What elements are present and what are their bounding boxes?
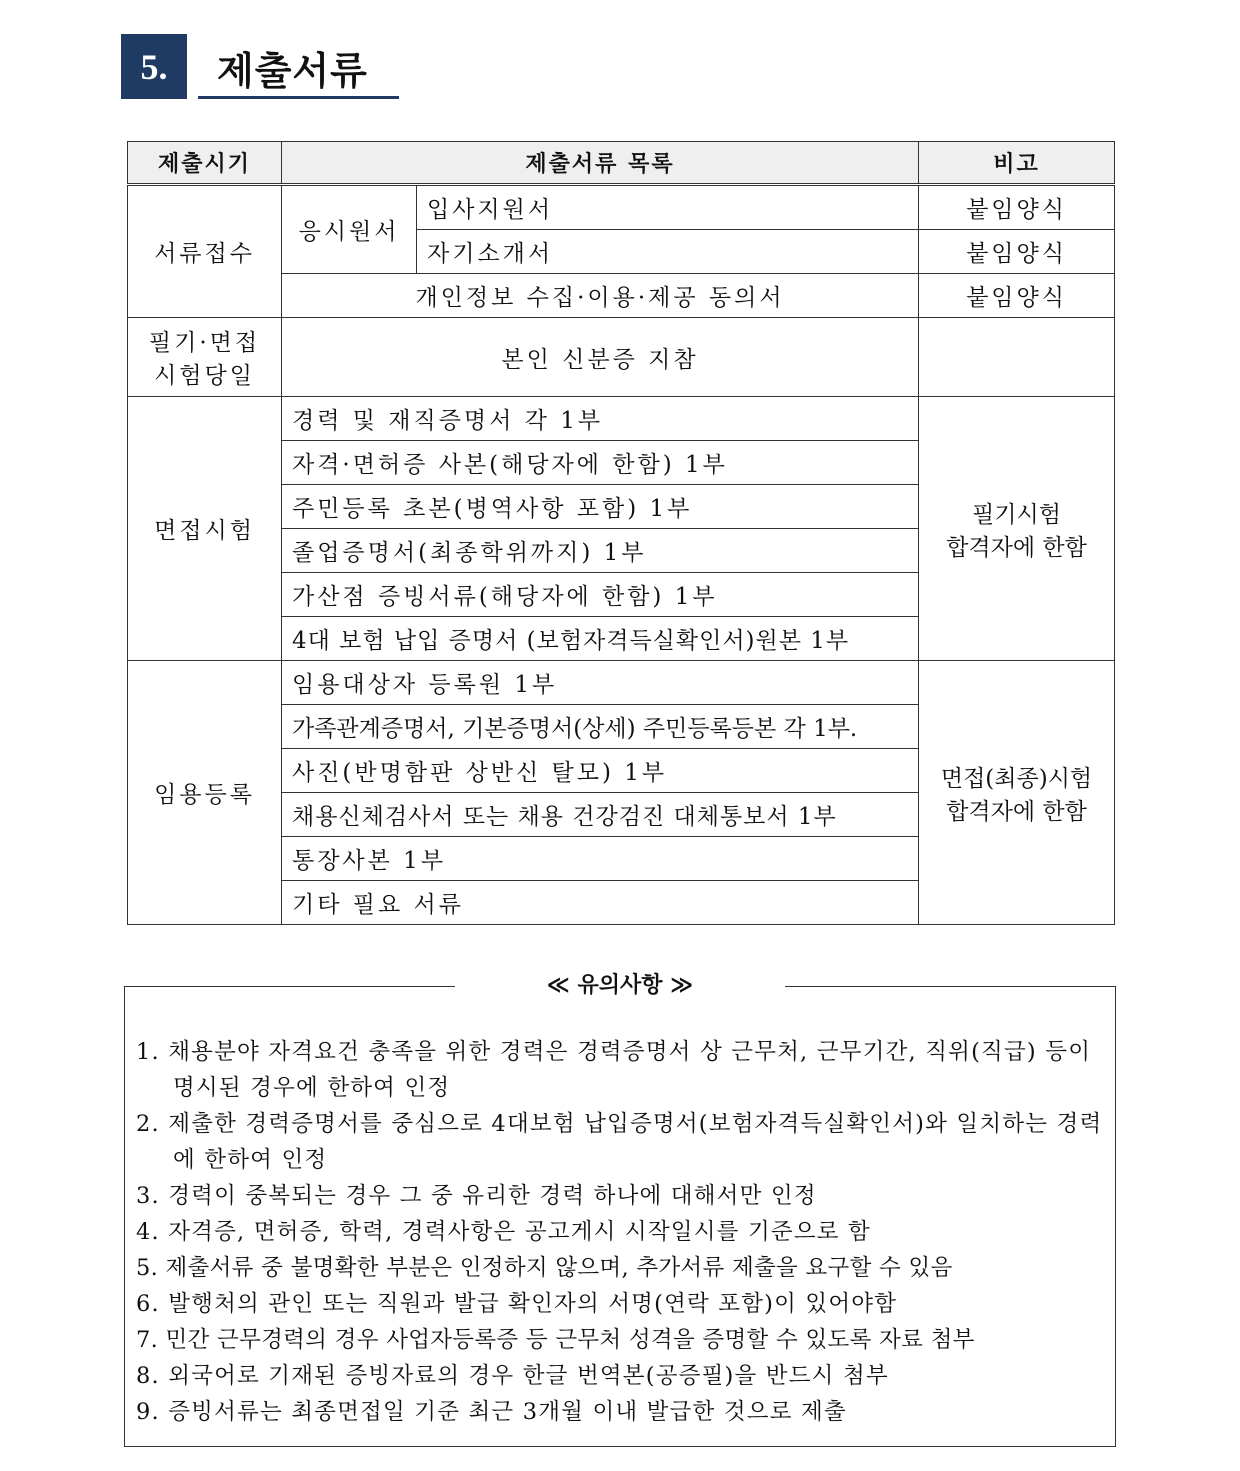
document-item: 가족관계증명서, 기본증명서(상세) 주민등록등본 각 1부.	[282, 705, 919, 749]
document-item: 채용신체검사서 또는 채용 건강검진 대체통보서 1부	[282, 793, 919, 837]
document-item: 가산점 증빙서류(해당자에 한함) 1부	[282, 573, 919, 617]
list-item: 8. 외국어로 기재된 증빙자료의 경우 한글 번역본(공증필)을 반드시 첨부	[136, 1363, 889, 1389]
timing-exam-day-line2: 시험당일	[154, 363, 255, 389]
document-item: 4대 보험 납입 증명서 (보험자격득실확인서)원본 1부	[282, 617, 919, 661]
note-appointment-line2: 합격자에 한함	[946, 798, 1087, 825]
timing-exam-day-line1: 필기·면접	[148, 330, 261, 356]
list-item: 1. 채용분야 자격요건 충족을 위한 경력은 경력증명서 상 근무처, 근무기간, 직위(직급) 등이 명시된 경우에 한하여 인정	[136, 1039, 1092, 1101]
note-cell	[919, 318, 1115, 397]
document-item-id-card: 본인 신분증 지참	[282, 318, 919, 397]
list-item: 9. 증빙서류는 최종면접일 기준 최근 3개월 이내 발급한 것으로 제출	[136, 1399, 847, 1425]
list-item: 6. 발행처의 관인 또는 직원과 발급 확인자의 서명(연락 포함)이 있어야함	[136, 1291, 898, 1317]
table-row	[128, 661, 1115, 705]
document-item: 통장사본 1부	[282, 837, 919, 881]
document-item: 졸업증명서(최종학위까지) 1부	[282, 529, 919, 573]
note-cell: 붙임양식	[919, 185, 1115, 230]
header-document-list: 제출서류 목록	[282, 142, 919, 185]
document-item-consent: 개인정보 수집·이용·제공 동의서	[282, 274, 919, 318]
document-item: 기타 필요 서류	[282, 881, 919, 925]
list-item: 7. 민간 근무경력의 경우 사업자등록증 등 근무처 성격을 증명할 수 있도록 자료 첨부	[136, 1327, 975, 1353]
list-item: 5. 제출서류 중 불명확한 부분은 인정하지 않으며, 추가서류 제출을 요구할 수 있음	[136, 1255, 953, 1281]
section-title-underline	[198, 96, 399, 99]
section-title: 제출서류	[217, 49, 368, 93]
document-item: 자격·면허증 사본(해당자에 한함) 1부	[282, 441, 919, 485]
section-number: 5.	[121, 34, 187, 99]
list-item: 2. 제출한 경력증명서를 중심으로 4대보험 납입증명서(보험자격득실확인서)와 일치하는 경력에 한하여 인정	[136, 1111, 1103, 1173]
table-row	[128, 185, 1115, 230]
note-cell: 붙임양식	[919, 230, 1115, 274]
document-item: 경력 및 재직증명서 각 1부	[282, 397, 919, 441]
header-note: 비고	[919, 142, 1115, 185]
document-item: 주민등록 초본(병역사항 포함) 1부	[282, 485, 919, 529]
document-item: 자기소개서	[417, 230, 919, 274]
timing-exam-day	[128, 318, 282, 397]
list-item: 3. 경력이 중복되는 경우 그 중 유리한 경력 하나에 대해서만 인정	[136, 1183, 817, 1209]
note-appointment-line1: 면접(최종)시험	[940, 765, 1093, 792]
timing-interview: 면접시험	[128, 397, 282, 661]
header-timing: 제출시기	[128, 142, 282, 185]
notes-list	[136, 1034, 1111, 1430]
document-item: 입사지원서	[417, 185, 919, 230]
table-row	[128, 318, 1115, 397]
note-appointment	[919, 661, 1115, 925]
submission-documents-table	[127, 141, 1115, 925]
application-group-label: 응시원서	[282, 185, 417, 274]
document-item: 사진(반명함판 상반신 탈모) 1부	[282, 749, 919, 793]
list-item: 4. 자격증, 면허증, 학력, 경력사항은 공고게시 시작일시를 기준으로 함	[136, 1219, 871, 1245]
table-row	[128, 397, 1115, 441]
note-interview	[919, 397, 1115, 661]
timing-appointment: 임용등록	[128, 661, 282, 925]
note-interview-line1: 필기시험	[972, 501, 1061, 528]
table-header-row	[128, 142, 1115, 185]
timing-document-receipt: 서류접수	[128, 185, 282, 318]
note-interview-line2: 합격자에 한함	[946, 534, 1087, 561]
notes-title: ≪ 유의사항 ≫	[455, 968, 785, 1004]
note-cell: 붙임양식	[919, 274, 1115, 318]
document-item: 임용대상자 등록원 1부	[282, 661, 919, 705]
